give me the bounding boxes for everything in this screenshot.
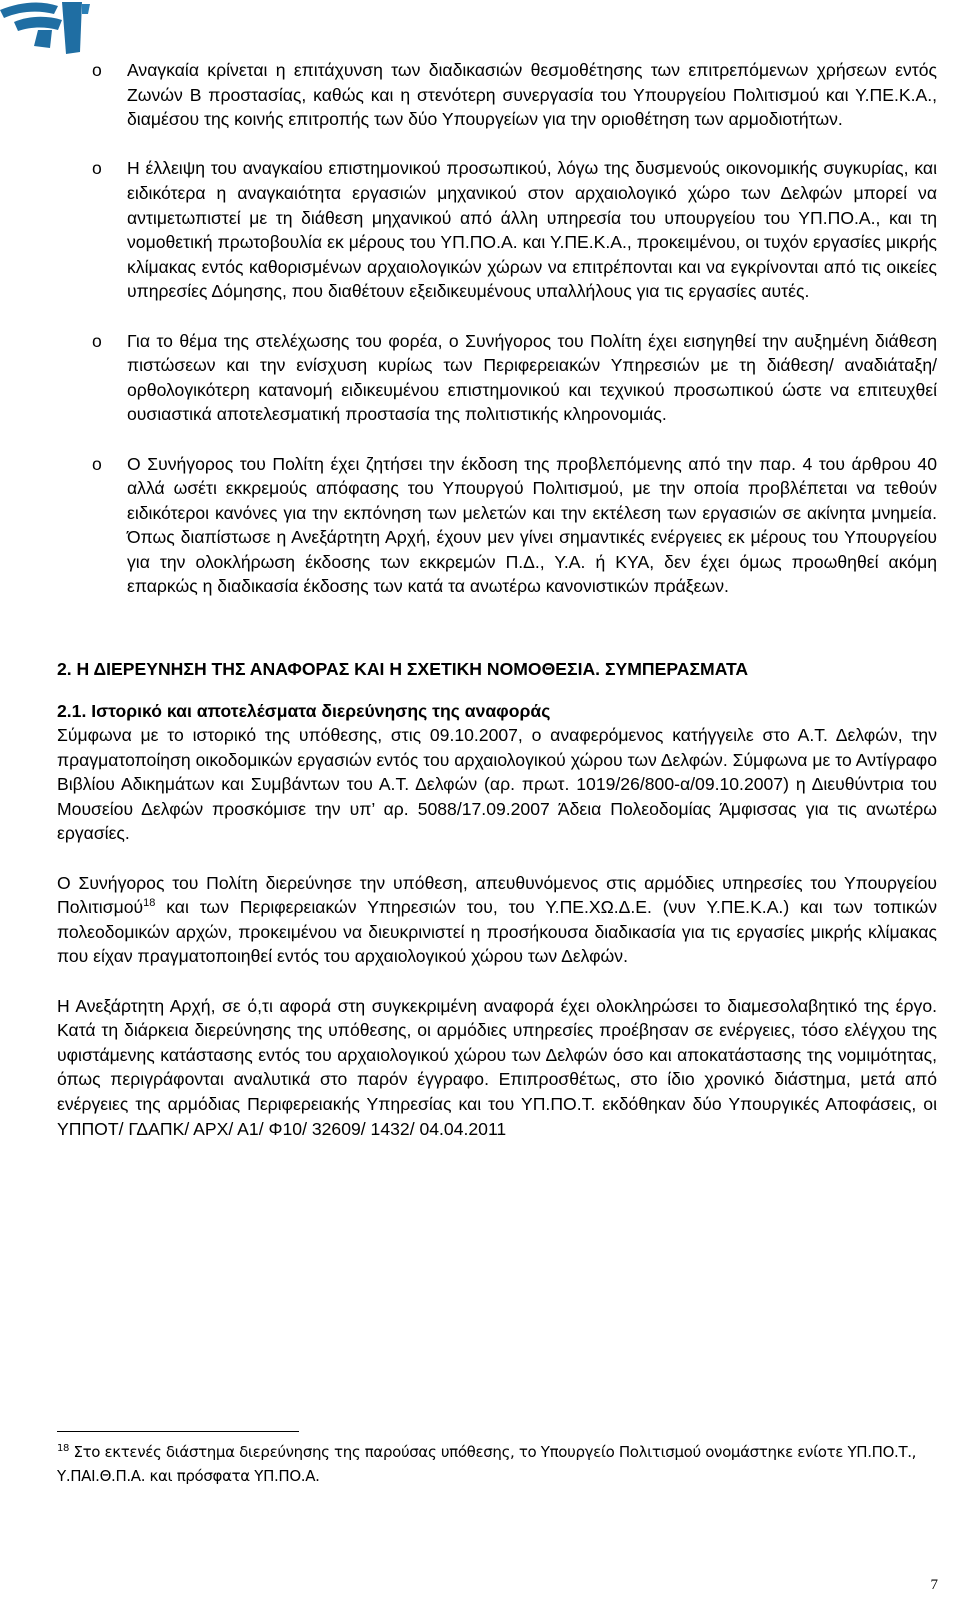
footnote-text: Στο εκτενές διάστημα διερεύνησης της παρούσας υπόθεσης, το Υπουργείο Πολιτισμού ονομάστηκε ενίοτε ΥΠ.ΠΟ.Τ., Υ.ΠΑΙ.Θ.Π.Α. και πρόσφατα ΥΠ.ΠΟ.Α. — [57, 1443, 917, 1485]
page-number: 7 — [930, 1577, 938, 1593]
section-heading: 2. Η ΔΙΕΡΕΥΝΗΣΗ ΤΗΣ ΑΝΑΦΟΡΑΣ ΚΑΙ Η ΣΧΕΤΙΚΗ ΝΟΜΟΘΕΣΙΑ. ΣΥΜΠΕΡΑΣΜΑΤΑ — [57, 659, 749, 680]
bullet-marker: o — [92, 158, 102, 179]
bullet-marker: o — [92, 60, 102, 80]
list-item — [57, 58, 937, 132]
list-item — [57, 156, 937, 304]
investigation-paragraph — [57, 871, 937, 969]
list-item-text: Αναγκαία κρίνεται η επιτάχυνση των διαδικασιών θεσμοθέτησης των επιτρεπόμενων χρήσεων εντός Ζωνών Β προστασίας, καθώς και η στενότερη συνεργασία του Υπουργείου Πολιτισμού και Υ.ΠΕ.Κ.Α., διαμέσου της κοινής επιτροπής των δύο Υπουργείων για την οριοθέτηση των αρμοδιοτήτων. — [127, 60, 937, 130]
document-page — [57, 58, 937, 1141]
list-item-text: Η έλλειψη του αναγκαίου επιστημονικού προσωπικού, λόγω της δυσμενούς οικονομικής συγκυρίας, και ειδικότερα η αναγκαιότητα εργασιών μηχανικού στον αρχαιολογικό χώρο των Δελφών μπορεί να αντιμετωπιστεί με τη διάθεση μηχανικού από άλλη υπηρεσία του υπουργείου του ΥΠ.ΠΟ.Α., και τη νομοθετική πρωτοβουλία εκ μέρους του ΥΠ.ΠΟ.Α. και Υ.ΠΕ.Κ.Α., προκειμένου, οι τυχόν εργασίες μικρής κλίμακας εντός καθορισμένων αρχαιολογικών χώρων να επιτρέπονται και να εγκρίνονται από τις οικείες υπηρεσίες Δόμησης, που διαθέτουν εξειδικευμένους υπαλλήλους για τις εργασίες αυτές. — [127, 158, 937, 302]
subsection-heading: 2.1. Ιστορικό και αποτελέσματα διερεύνησης της αναφοράς — [57, 701, 551, 722]
list-item-text: Για το θέμα της στελέχωσης του φορέα, ο Συνήγορος του Πολίτη έχει εισηγηθεί την αυξημένη διάθεση πιστώσεων και την ενίσχυση κυρίως των Περιφερειακών Υπηρεσιών με τη διάθεση/ αναδιάταξη/ ορθολογικότερη κατανομή ειδικευμένου επιστημονικού και τεχνικού προσωπικού ώστε να επιτευχθεί ουσιαστικά αποτελεσματική προστασία της πολιτιστικής κληρονομιάς. — [127, 330, 937, 425]
footnote-number: 18 — [57, 1443, 70, 1454]
ombudsman-logo-icon — [0, 0, 92, 58]
list-item — [57, 329, 937, 427]
footnote-reference[interactable]: 18 — [143, 897, 156, 910]
footnote — [57, 1440, 937, 1488]
list-item-text: Ο Συνήγορος του Πολίτη έχει ζητήσει την έκδοση της προβλεπόμενης από την παρ. 4 του άρθρου 40 αλλά ωσέτι εκκρεμούς απόφασης του Υπουργού Πολιτισμού, με την οποία προβλέπεται να τεθούν ειδικότεροι κανόνες για την εκπόνηση των μελετών και την εκτέλεση των εργασιών σε ακίνητα μνημεία. Όπως διαπίστωσε η Ανεξάρτητη Αρχή, έχουν μεν γίνει σημαντικές ενέργειες εκ μέρους του Υπουργείου για την ολοκλήρωση έκδοσης των εκκρεμών Π.Δ., Υ.Α. ή ΚΥΑ, δεν έχει όμως προωθηθεί ακόμη επαρκώς η διαδικασία έκδοσης των κατά τα ανωτέρω κανονιστικών πράξεων. — [127, 453, 937, 597]
history-paragraph: Σύμφωνα με το ιστορικό της υπόθεσης, στις 09.10.2007, ο αναφερόμενος κατήγγειλε στο Α.Τ. Δελφών, την πραγματοποίηση οικοδομικών εργασιών εντός του αρχαιολογικού χώρου των Δελφών. Σύμφωνα με το Αντίγραφο Βιβλίου Αδικημάτων και Συμβάντων του Α.Τ. Δελφών (αρ. πρωτ. 1019/26/800-α/09.10.2007) η Διευθύντρια του Μουσείου Δελφών προσκόμισε την υπ’ αρ. 5088/17.09.2007 Άδεια Πολεοδομίας Άμφισσας για τις ανωτέρω εργασίες. — [57, 725, 937, 844]
bullet-marker: o — [92, 453, 102, 474]
investigation-text-start: Ο Συνήγορος του Πολίτη διερεύνησε την υπόθεση, απευθυνόμενος στις αρμόδιες υπηρεσίες του Υπουργείου Πολιτισμού — [57, 872, 937, 918]
investigation-text-end: και των Περιφερειακών Υπηρεσιών του, του Υ.ΠΕ.ΧΩ.Δ.Ε. (νυν Υ.ΠΕ.Κ.Α.) και των τοπικών πολεοδομικών αρχών, προκειμένου να διευκρινιστεί η προσήκουσα διαδικασία για τις εργασίες μικρής κλίμακας που είχαν πραγματοποιηθεί εντός του αρχαιολογικού χώρου των Δελφών. — [57, 897, 937, 967]
list-item — [57, 452, 937, 600]
outcome-paragraph: Η Ανεξάρτητη Αρχή, σε ό,τι αφορά στη συγκεκριμένη αναφορά έχει ολοκληρώσει το διαμεσολαβητικό της έργο. Κατά τη διάρκεια διερεύνησης της υπόθεσης, οι αρμόδιες υπηρεσίες προέβησαν σε ενέργειες, τόσο ελέγχου της υφιστάμενης κατάστασης εντός του αρχαιολογικού χώρου των Δελφών όσο και αποκατάστασης της νομιμότητας, όπως περιγράφονται αναλυτικά στο παρόν έγγραφο. Επιπροσθέτως, στο ίδιο χρονικό διάστημα, μετά από ενέργειες της αρμόδιας Περιφερειακής Υπηρεσίας και του ΥΠ.ΠΟ.Τ. εκδόθηκαν δύο Υπουργικές Αποφάσεις, οι ΥΠΠΟΤ/ ΓΔΑΠΚ/ ΑΡΧ/ Α1/ Φ10/ 32609/ 1432/ 04.04.2011 — [57, 995, 937, 1139]
bullet-marker: o — [92, 330, 102, 351]
recommendations-list — [57, 58, 937, 599]
footnote-divider — [57, 1431, 299, 1432]
